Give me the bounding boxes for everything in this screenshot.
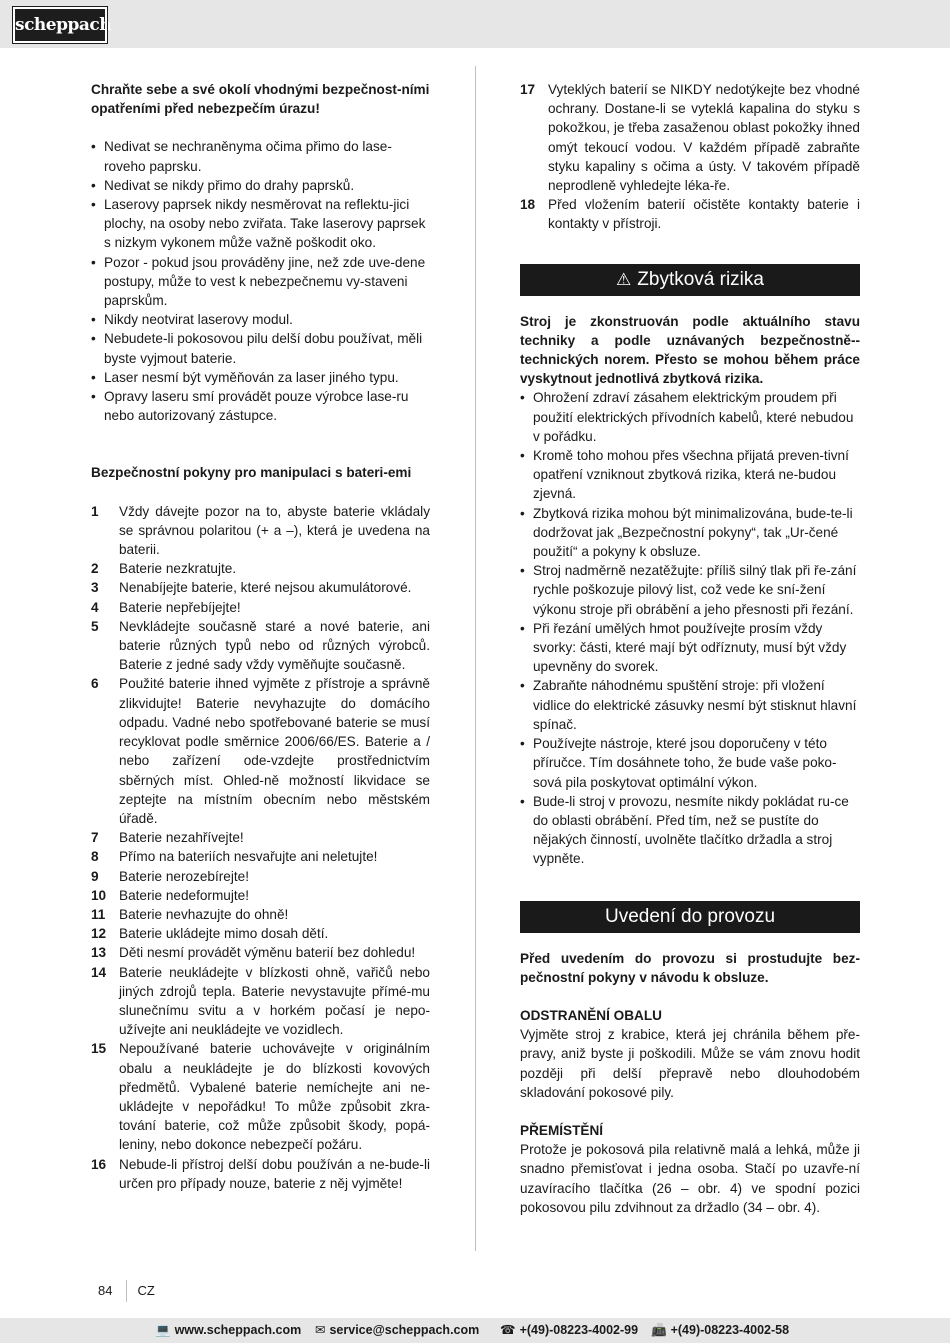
item-number: 13 <box>91 945 107 961</box>
residual-risks-title: Zbytková rizika <box>637 268 764 290</box>
item-number: 16 <box>91 1156 107 1172</box>
unpacking-heading: ODSTRANĚNÍ OBALU <box>520 1007 662 1023</box>
residual-risk-item: • Zbytková rizika mohou být minimalizována, bude-te-li dodržovat jak „Bezpečnostní pokyny“, tak „Ur-čené použití“ a pokyny k obsluze. <box>520 504 860 562</box>
item-number: 18 <box>520 197 536 213</box>
item-text: Baterie ukládejte mimo dosah dětí. <box>119 926 329 942</box>
contact-bar <box>0 1318 950 1343</box>
battery-safety-item <box>91 905 430 924</box>
startup-title: Uvedení do provozu <box>604 905 776 927</box>
item-number: 10 <box>91 887 107 903</box>
battery-safety-item <box>91 1039 430 1154</box>
residual-risks-intro: Stroj je zkonstruován podle aktuálního stavu techniky a podle uznávaných bezpečnostně--technických norem. Přesto se mohou během práce vyskytnout jednotlivá zbytková rizika. <box>520 313 860 387</box>
laser-safety-item: • Nikdy neotvirat laserovy modul. <box>91 310 430 329</box>
item-text: Vyteklých baterií se NIKDY nedotýkejte bez vhodné ochrany. Dostane-li se vyteklá kapalina do styku s pokožkou, je třeba zasaženou oblast pokožky ihned omýt tekoucí vodou. V každém případě zabraňte styku kapaliny s očima a ústy. V takovém případě neprodleně vyhledejte léka-ře. <box>548 82 860 194</box>
item-text: Nebude-li přístroj delší dobu používán a ne-bude-li určen pro případy nouze, baterie z něj vyjměte! <box>119 1156 430 1191</box>
residual-risk-item: • Při řezání umělých hmot používejte prosím vždy svorky: části, které mají být odříznuty, musí být vždy upevněny do svorek. <box>520 619 860 677</box>
battery-safety-list <box>91 502 430 1193</box>
battery-safety-item <box>91 924 430 943</box>
item-number: 5 <box>91 618 99 634</box>
item-number: 1 <box>91 503 99 519</box>
item-number: 6 <box>91 676 99 692</box>
left-column <box>91 80 430 1193</box>
startup-intro: Před uvedením do provozu si prostudujte bez-pečnostní pokyny v návodu k obsluze. <box>520 950 860 985</box>
moving-text: Protože je pokosová pila relativně malá a lehká, může ji snadno přemisťovat i jedna osoba. Stačí po uzavře-ní uzavíracího tlačítka (26 – obr. 4) ve spodní pozici pokosovou pilu zdvihnout za držadlo (34 – obr. 4). <box>520 1142 860 1215</box>
right-column <box>520 80 860 1217</box>
phone-icon: ☎ <box>500 1323 516 1337</box>
item-text: Použité baterie ihned vyjměte z přístroje a správně zlikvidujte! Baterie nevyhazujte do domácího odpadu. Vadné nebo spotřebované baterie se musí recyklovat podle směrnice 2006/66/ES. Baterie a / nebo zařízení ode-vzdejte prostřednictvím sběrných míst. Ohled-ně možností likvidace se zeptejte na místním obecním nebo městském úřadě. <box>119 676 430 826</box>
residual-risk-item: • Stroj nadměrně nezatěžujte: příliš silný tlak při ře-zání rychle poškozuje pilový list, což vede ke sní-žení výkonu stroje při obrábění a jeho přesnosti při řezání. <box>520 561 860 619</box>
battery-safety-item <box>91 1155 430 1193</box>
item-text: Přímo na bateriích nesvařujte ani neletujte! <box>119 849 378 865</box>
laser-safety-item: • Laserovy paprsek nikdy nesměrovat na reflektu-jici plochy, na osoby nebo zviřata. Take laserovy paprsek s nizkym vykonem může važně poškodit oko. <box>91 195 430 253</box>
fax-icon: 📠 <box>651 1323 667 1337</box>
laser-safety-item: • Pozor - pokud jsou prováděny jine, než zde uve-dene postupy, může to vest k nebezpečnemu vy-staveni paprskům. <box>91 253 430 311</box>
footer-separator <box>126 1280 127 1302</box>
battery-safety-item <box>91 578 430 597</box>
battery-safety-item <box>520 195 860 233</box>
moving-heading: PŘEMÍSTĚNÍ <box>520 1122 604 1138</box>
item-number: 8 <box>91 849 99 865</box>
item-text: Nepoužívané baterie uchovávejte v originálním obalu a neukládejte je do blízkosti kovových předmětů. Vybalené baterie nemíchejte ani ne-ukládejte v nepořádku! To může způsobit zkra-tování baterie, což může způsobit škody, popá-leniny, nebo dokonce nebezpečí požáru. <box>119 1041 430 1153</box>
battery-safety-item <box>91 847 430 866</box>
item-number: 3 <box>91 580 99 596</box>
item-text: Nevkládejte současně staré a nové baterie, ani baterie různých typů nebo od různých výrobců. Baterie z jedné sady vždy vyměňujte současně. <box>119 618 430 673</box>
warning-icon: ⚠ <box>616 269 632 289</box>
item-number: 7 <box>91 830 99 846</box>
laser-safety-item: • Nedivat se nikdy přimo do drahy paprsků. <box>91 176 430 195</box>
item-number: 2 <box>91 561 99 577</box>
item-number: 12 <box>91 926 107 942</box>
item-number: 4 <box>91 599 99 615</box>
battery-safety-item <box>91 867 430 886</box>
battery-safety-item <box>91 828 430 847</box>
laser-safety-item: • Opravy laseru smí provádět pouze výrobce lase-ru nebo autorizovaný zástupce. <box>91 387 430 425</box>
item-text: Baterie nerozebírejte! <box>119 868 249 884</box>
residual-risk-item: • Zabraňte náhodnému spuštění stroje: při vložení vidlice do elektrické zásuvky nesmí být stisknut hlavní spínač. <box>520 676 860 734</box>
battery-safety-list-continued <box>520 80 860 234</box>
item-text: Před vložením baterií očistěte kontakty baterie i kontakty v přístroji. <box>548 197 860 232</box>
battery-safety-heading: Bezpečnostní pokyny pro manipulaci s bateri-emi <box>91 465 412 481</box>
page-number: 84 <box>98 1283 113 1299</box>
startup-section-title <box>520 901 860 933</box>
language-code: CZ <box>137 1283 155 1299</box>
phone-link[interactable]: ☎ +(49)-08223-4002-99 <box>500 1323 639 1337</box>
laser-safety-heading: Chraňte sebe a své okolí vhodnými bezpečnost-ními opatřeními před nebezpečím úrazu! <box>91 82 430 117</box>
item-text: Děti nesmí provádět výměnu baterií bez dohledu! <box>119 945 416 961</box>
laser-safety-item: • Nedivat se nechraněnyma očima přimo do lase-roveho paprsku. <box>91 137 430 175</box>
laser-safety-item: • Nebudete-li pokosovou pilu delší dobu používat, měli byste vyjmout baterie. <box>91 329 430 367</box>
item-number: 9 <box>91 868 99 884</box>
fax-link[interactable]: 📠 +(49)-08223-4002-58 <box>651 1323 790 1337</box>
email-link[interactable]: ✉ service@scheppach.com <box>315 1323 480 1337</box>
battery-safety-item <box>91 559 430 578</box>
item-text: Vždy dávejte pozor na to, abyste baterie vkládaly se správnou polaritou (+ a –), která je uvedena na baterii. <box>119 503 430 558</box>
residual-risks-list <box>520 388 860 868</box>
laser-safety-item: • Laser nesmí být vyměňován za laser jiného typu. <box>91 368 430 387</box>
column-divider <box>475 66 476 1251</box>
item-text: Baterie nepřebíjejte! <box>119 599 241 615</box>
battery-safety-item <box>91 943 430 962</box>
item-text: Baterie nevhazujte do ohně! <box>119 906 289 922</box>
page-footer <box>98 1280 155 1302</box>
website-link[interactable]: 💻 www.scheppach.com <box>155 1323 302 1337</box>
battery-safety-item <box>91 674 430 828</box>
battery-safety-item <box>520 80 860 195</box>
mail-icon: ✉ <box>315 1323 326 1337</box>
residual-risks-section-title <box>520 264 860 296</box>
residual-risk-item: • Používejte nástroje, které jsou doporučeny v této příručce. Tím dosáhnete toho, že bude vaše poko-sová pila poskytovat optimální výkon. <box>520 734 860 792</box>
residual-risk-item: • Kromě toho mohou přes všechna přijatá preven-tivní opatření vzniknout zbytková rizika, která ne-budou zjevná. <box>520 446 860 504</box>
item-text: Baterie nedeformujte! <box>119 887 249 903</box>
battery-safety-item <box>91 886 430 905</box>
item-number: 11 <box>91 906 106 922</box>
item-text: Nenabíjejte baterie, které nejsou akumulátorové. <box>119 580 412 596</box>
battery-safety-item <box>91 502 430 560</box>
battery-safety-item <box>91 617 430 675</box>
scheppach-logo: scheppach <box>13 7 107 43</box>
residual-risk-item: • Bude-li stroj v provozu, nesmíte nikdy pokládat ru-ce do oblasti obrábění. Před tím, než se pustíte do nějakých činností, uvolněte tlačítko držadla a stroj vypněte. <box>520 792 860 869</box>
header-bar <box>0 0 950 48</box>
item-number: 17 <box>520 82 536 97</box>
item-text: Baterie nezkratujte. <box>119 561 237 577</box>
item-text: Baterie nezahřívejte! <box>119 830 244 846</box>
residual-risk-item: • Ohrožení zdraví zásahem elektrickým proudem při použití elektrických přívodních kabelů, které nebudou v pořádku. <box>520 388 860 446</box>
battery-safety-item <box>91 963 430 1040</box>
computer-icon: 💻 <box>155 1323 171 1337</box>
item-number: 14 <box>91 964 107 980</box>
item-number: 15 <box>91 1041 107 1057</box>
unpacking-text: Vyjměte stroj z krabice, která jej chránila během pře-pravy, aniž byste ji poškodili. Může se vám znovu hodit později při delší přepravě nebo dlouhodobém skladování pokosové pily. <box>520 1027 860 1100</box>
battery-safety-item <box>91 598 430 617</box>
item-text: Baterie neukládejte v blízkosti ohně, vařičů nebo jiných zdrojů tepla. Baterie nevystavujte přímé-mu slunečnímu svitu a v horkém počasí je nepo-užívejte ani neukládejte ve vozidlech. <box>119 964 430 1038</box>
laser-safety-list <box>91 137 430 425</box>
